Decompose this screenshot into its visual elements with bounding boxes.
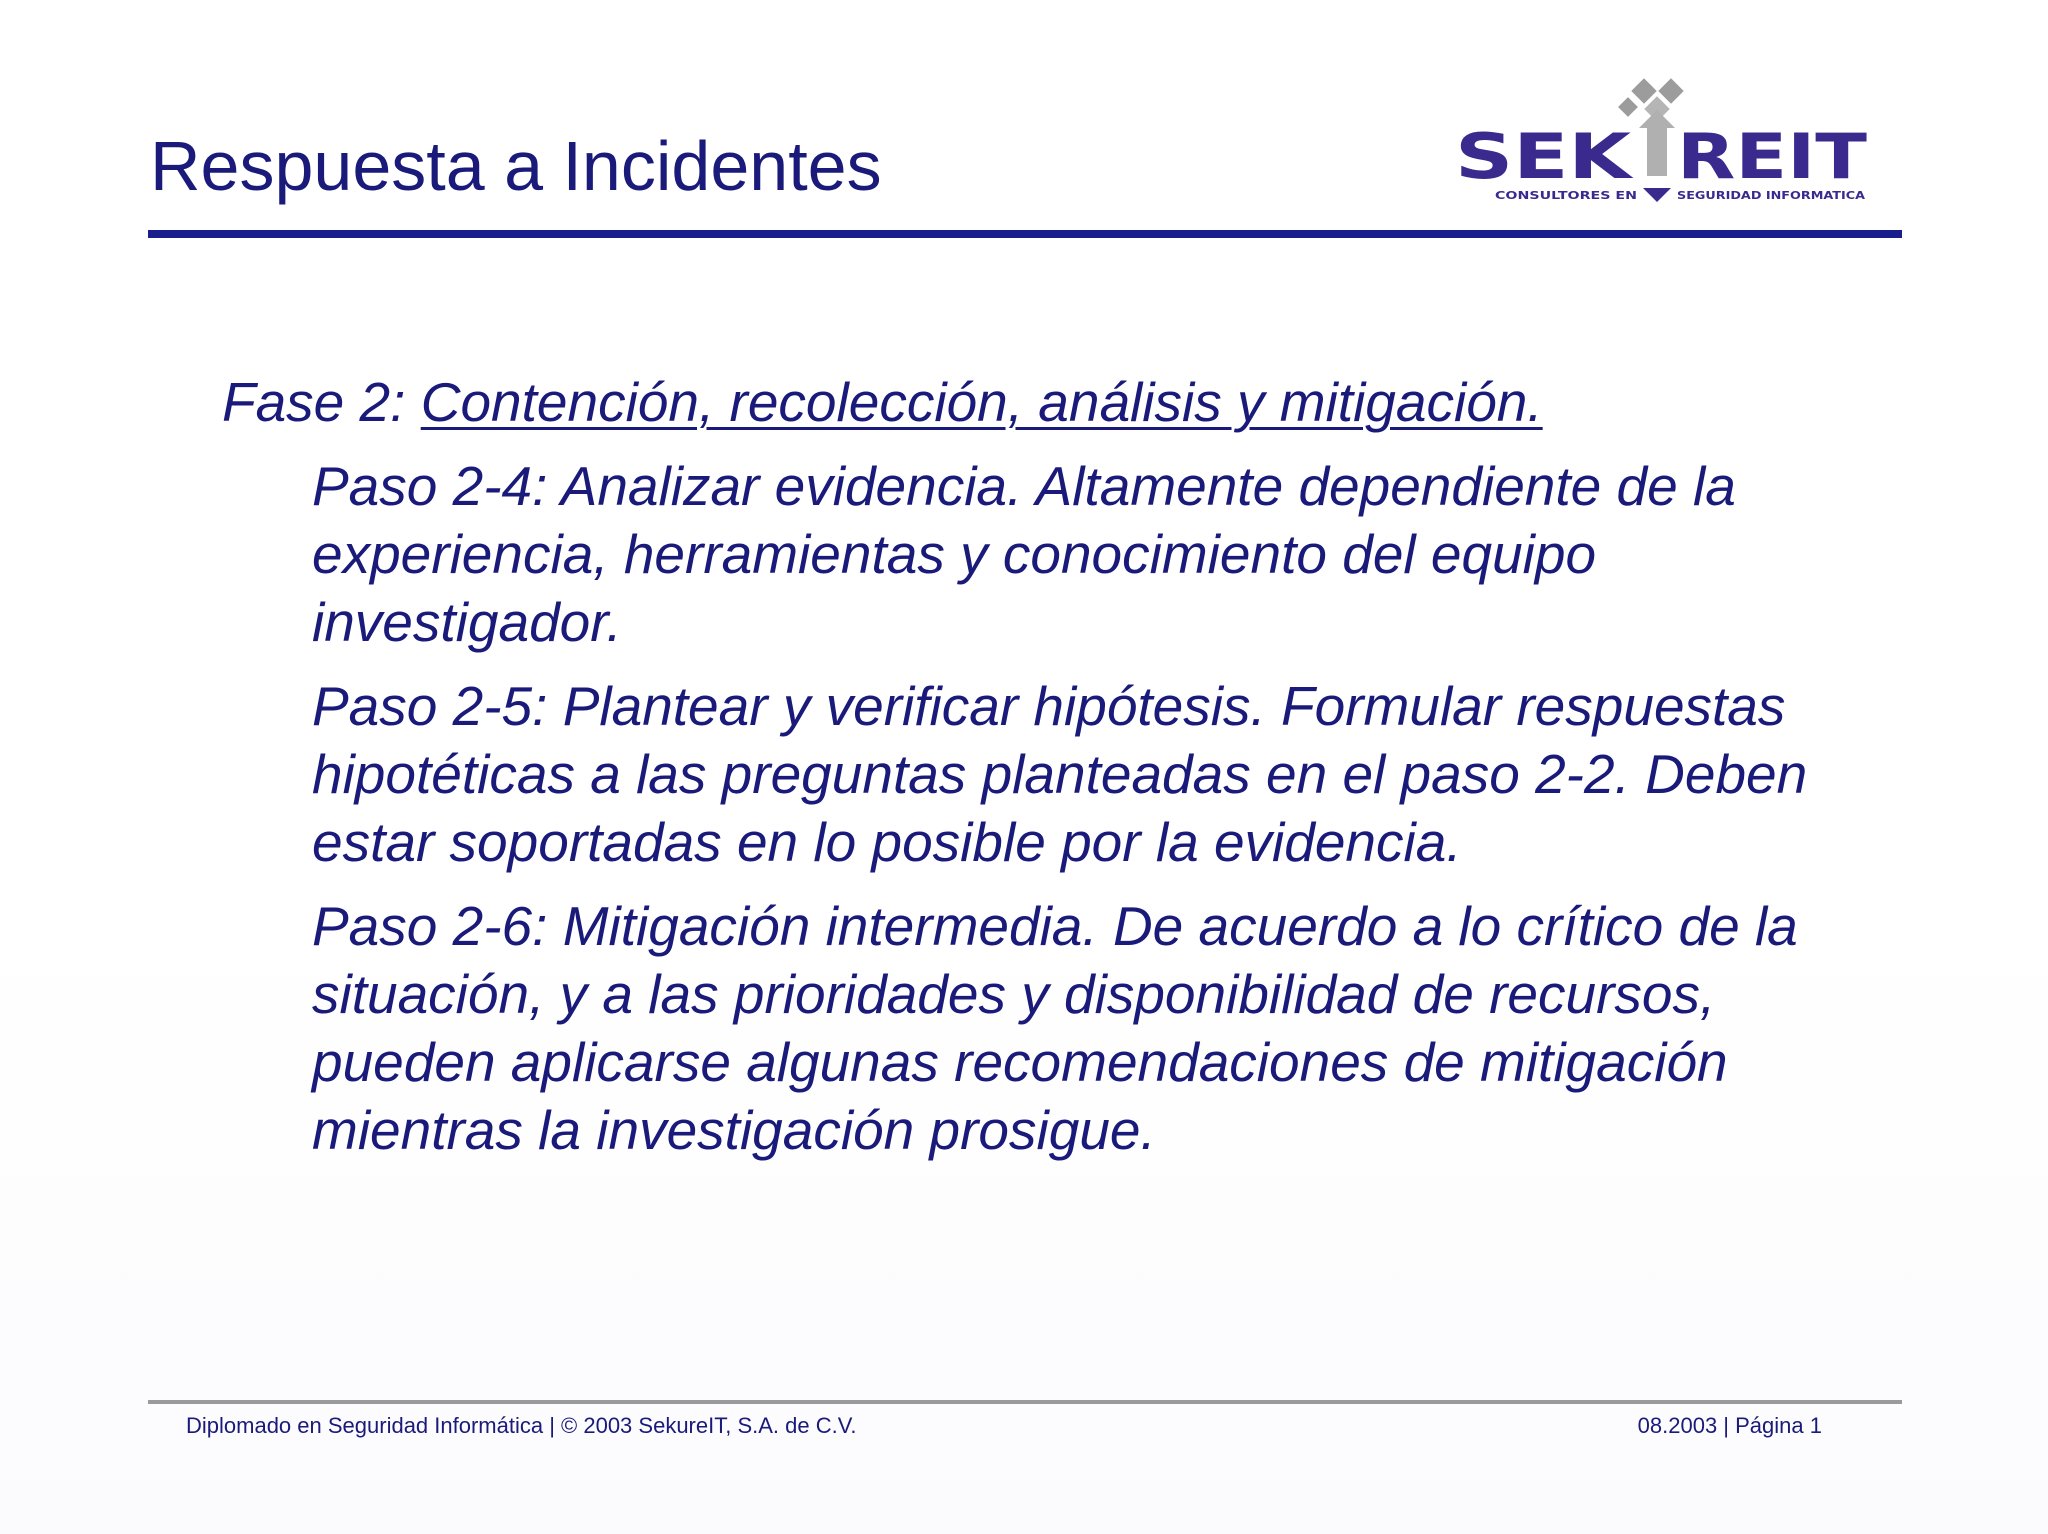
phase-title: Contención, recolección, análisis y mitigación. (420, 371, 1543, 433)
step-line: pueden aplicarse algunas recomendaciones de mitigación (312, 1031, 1728, 1093)
footer-page-number: 08.2003 | Página 1 (1637, 1413, 1822, 1438)
svg-text:SEK: SEK (1455, 120, 1634, 193)
footer-divider (148, 1400, 1902, 1404)
phase-prefix: Fase 2: (222, 371, 421, 433)
slide-title: Respuesta a Incidentes (150, 127, 882, 205)
slide-content (222, 368, 1922, 1164)
svg-text:CONSULTORES EN: CONSULTORES EN (1495, 189, 1637, 202)
step-2-4 (312, 452, 1922, 656)
sekureit-logo (1455, 78, 1875, 208)
svg-text:SEGURIDAD INFORMATICA: SEGURIDAD INFORMATICA (1677, 189, 1866, 202)
step-2-5 (312, 672, 1922, 876)
step-line: experiencia, herramientas y conocimiento del equipo (312, 523, 1597, 585)
title-divider (148, 230, 1902, 238)
step-line: investigador. (312, 591, 622, 653)
svg-text:REIT: REIT (1677, 120, 1867, 193)
step-line: mientras la investigación prosigue. (312, 1099, 1156, 1161)
step-line: estar soportadas en lo posible por la evidencia. (312, 811, 1462, 873)
step-line: Paso 2-5: Plantear y verificar hipótesis. Formular respuestas (312, 675, 1786, 737)
phase-heading (222, 368, 1922, 436)
step-line: Paso 2-6: Mitigación intermedia. De acuerdo a lo crítico de la (312, 895, 1798, 957)
step-line: hipotéticas a las preguntas planteadas en el paso 2-2. Deben (312, 743, 1808, 805)
step-2-6 (312, 892, 1922, 1164)
footer-copyright: Diplomado en Seguridad Informática | © 2003 SekureIT, S.A. de C.V. (186, 1413, 857, 1438)
step-line: situación, y a las prioridades y disponibilidad de recursos, (312, 963, 1716, 1025)
step-line: Paso 2-4: Analizar evidencia. Altamente dependiente de la (312, 455, 1736, 517)
